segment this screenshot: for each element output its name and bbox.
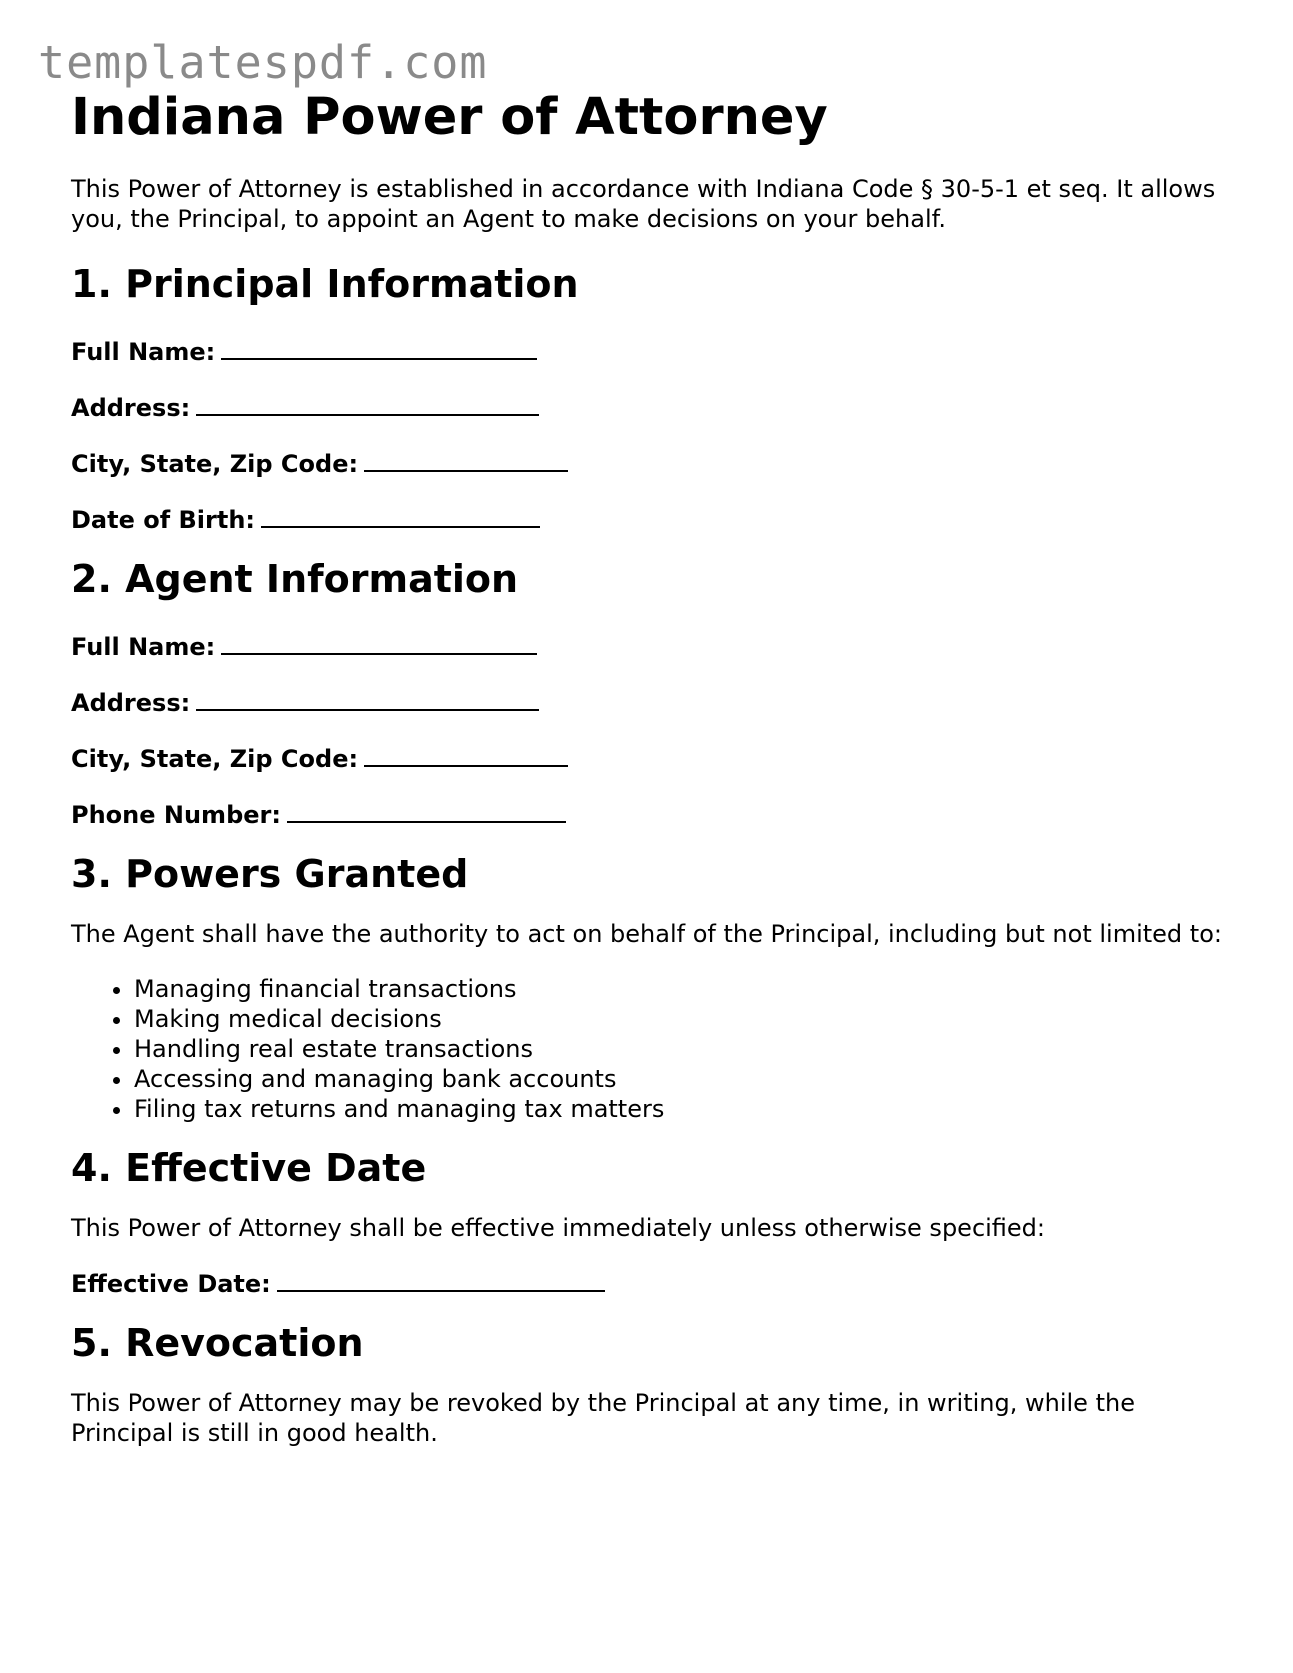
section-heading-revocation: 5. Revocation [71, 1321, 364, 1365]
list-item: • Handling real estate transactions [134, 1034, 1231, 1064]
field-label: Address: [71, 689, 191, 717]
fill-in-line[interactable] [196, 392, 539, 416]
principal-address-field[interactable] [71, 392, 1231, 423]
principal-full-name-field[interactable] [71, 336, 1231, 367]
document [71, 88, 1231, 1448]
intro-paragraph: This Power of Attorney is established in accordance with Indiana Code § 30-5-1 et seq. It allows you, the Principal, to appoint an Agent to make decisions on your behalf. [71, 175, 1216, 233]
field-label: Date of Birth: [71, 506, 256, 534]
list-item: • Accessing and managing bank accounts [134, 1064, 1231, 1094]
section-heading-principal: 1. Principal Information [71, 262, 579, 306]
watermark: templatespdf.com [38, 36, 488, 89]
effective-date-paragraph: This Power of Attorney shall be effective immediately unless otherwise specified: [71, 1214, 1046, 1242]
agent-address-field[interactable] [71, 687, 1231, 718]
powers-paragraph: The Agent shall have the authority to act on behalf of the Principal, including but not limited to: [71, 920, 1222, 948]
field-label: City, State, Zip Code: [71, 745, 359, 773]
fill-in-line[interactable] [196, 687, 539, 711]
field-label: City, State, Zip Code: [71, 450, 359, 478]
effective-date-field[interactable] [71, 1268, 1231, 1299]
field-label: Phone Number: [71, 801, 281, 829]
field-label: Effective Date: [71, 1270, 271, 1298]
powers-list [71, 974, 1231, 1124]
section-heading-effective-date: 4. Effective Date [71, 1146, 427, 1190]
list-item: • Making medical decisions [134, 1004, 1231, 1034]
section-heading-agent: 2. Agent Information [71, 557, 519, 601]
fill-in-line[interactable] [277, 1268, 605, 1292]
fill-in-line[interactable] [261, 504, 540, 528]
fill-in-line[interactable] [221, 336, 537, 360]
fill-in-line[interactable] [287, 799, 566, 823]
field-label: Full Name: [71, 633, 216, 661]
fill-in-line[interactable] [364, 448, 568, 472]
agent-city-state-zip-field[interactable] [71, 743, 1231, 774]
fill-in-line[interactable] [364, 743, 568, 767]
section-heading-powers: 3. Powers Granted [71, 852, 469, 896]
principal-date-of-birth-field[interactable] [71, 504, 1231, 535]
list-item: • Managing financial transactions [134, 974, 1231, 1004]
list-item: • Filing tax returns and managing tax matters [134, 1094, 1231, 1124]
field-label: Full Name: [71, 338, 216, 366]
agent-phone-number-field[interactable] [71, 799, 1231, 830]
principal-city-state-zip-field[interactable] [71, 448, 1231, 479]
revocation-paragraph: This Power of Attorney may be revoked by the Principal at any time, in writing, while the Principal is still in good health. [71, 1389, 1135, 1447]
page-title: Indiana Power of Attorney [71, 88, 828, 147]
field-label: Address: [71, 394, 191, 422]
fill-in-line[interactable] [221, 631, 537, 655]
agent-full-name-field[interactable] [71, 631, 1231, 662]
